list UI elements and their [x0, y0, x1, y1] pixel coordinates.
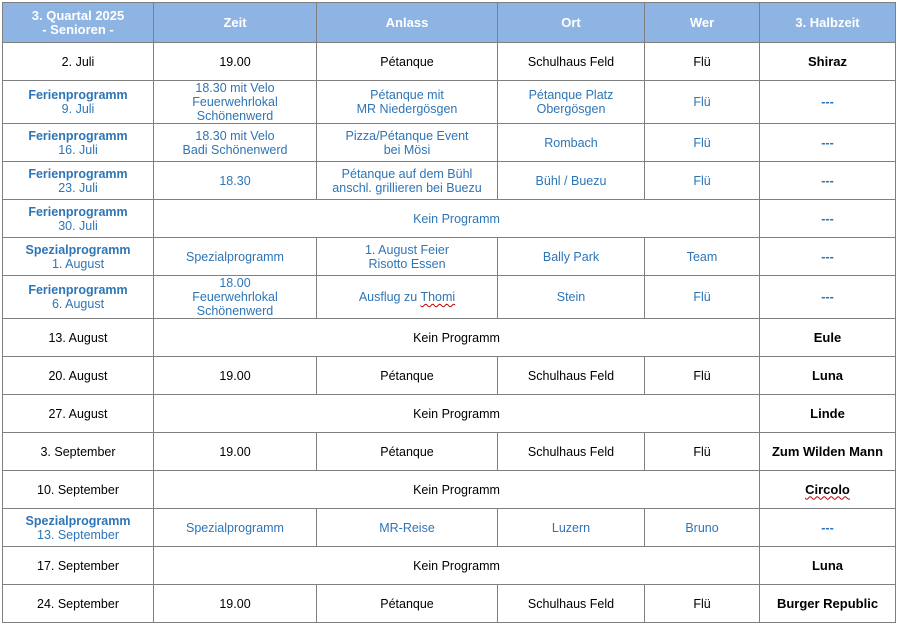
table-row [3, 81, 896, 124]
wer-cell: Flü [645, 81, 760, 124]
halbzeit-cell [760, 471, 896, 509]
anlass-cell: Pétanque auf dem Bühl anschl. grillieren bei Buezu [317, 162, 498, 200]
halbzeit-cell: Shiraz [760, 43, 896, 81]
table-row [3, 43, 896, 81]
wer-cell: Flü [645, 585, 760, 623]
zeit-cell: 19.00 [154, 433, 317, 471]
wer-cell: Flü [645, 433, 760, 471]
date-cell: 17. September [3, 547, 154, 585]
wer-cell: Bruno [645, 509, 760, 547]
no-program-cell: Kein Programm [154, 547, 760, 585]
table-row [3, 357, 896, 395]
program-label: Spezialprogramm [25, 513, 131, 528]
anlass-cell: 1. August Feier Risotto Essen [317, 238, 498, 276]
table-row [3, 238, 896, 276]
header-row [3, 3, 896, 43]
table-row [3, 509, 896, 547]
zeit-cell: 19.00 [154, 43, 317, 81]
anlass-cell: Pizza/Pétanque Event bei Mösi [317, 124, 498, 162]
date-cell: Spezialprogramm 13. September [3, 509, 154, 547]
program-label: Ferienprogramm [28, 166, 128, 181]
zeit-cell: 18.30 mit Velo Feuerwehrlokal Schönenwerd [154, 81, 317, 124]
no-program-cell: Kein Programm [154, 471, 760, 509]
table-row [3, 585, 896, 623]
date-cell: Ferienprogramm 9. Juli [3, 81, 154, 124]
table-row [3, 319, 896, 357]
zeit-cell: 19.00 [154, 585, 317, 623]
zeit-cell: Spezialprogramm [154, 238, 317, 276]
ort-cell: Bühl / Buezu [498, 162, 645, 200]
zeit-cell: Spezialprogramm [154, 509, 317, 547]
wer-cell: Flü [645, 276, 760, 319]
anlass-cell: Pétanque [317, 585, 498, 623]
halbzeit-cell: --- [760, 81, 896, 124]
ort-cell: Schulhaus Feld [498, 433, 645, 471]
program-label: Ferienprogramm [28, 88, 128, 102]
program-label: Ferienprogramm [28, 283, 128, 297]
zeit-cell: 18.30 mit Velo Badi Schönenwerd [154, 124, 317, 162]
ort-cell: Luzern [498, 509, 645, 547]
date-cell: Spezialprogramm 1. August [3, 238, 154, 276]
date-cell: Ferienprogramm 23. Juli [3, 162, 154, 200]
halbzeit-cell: --- [760, 238, 896, 276]
ort-cell: Rombach [498, 124, 645, 162]
table-row [3, 276, 896, 319]
header-quarter: 3. Quartal 2025 - Senioren - [3, 3, 154, 43]
date-cell: 2. Juli [3, 43, 154, 81]
date-cell: Ferienprogramm 30. Juli [3, 200, 154, 238]
date-cell: Ferienprogramm 6. August [3, 276, 154, 319]
header-wer: Wer [645, 3, 760, 43]
wer-cell: Team [645, 238, 760, 276]
halbzeit-cell: Luna [760, 357, 896, 395]
ort-cell: Schulhaus Feld [498, 585, 645, 623]
wer-cell: Flü [645, 124, 760, 162]
no-program-cell: Kein Programm [154, 200, 760, 238]
halbzeit-cell: Linde [760, 395, 896, 433]
table-row [3, 433, 896, 471]
zeit-cell: 18.00 Feuerwehrlokal Schönenwerd [154, 276, 317, 319]
program-label: Spezialprogramm [25, 242, 131, 257]
spellcheck-word: Thomi [420, 290, 456, 304]
date-cell: 13. August [3, 319, 154, 357]
wer-cell: Flü [645, 357, 760, 395]
anlass-cell: Pétanque [317, 43, 498, 81]
header-anlass: Anlass [317, 3, 498, 43]
no-program-cell: Kein Programm [154, 395, 760, 433]
halbzeit-cell: --- [760, 276, 896, 319]
header-halbzeit: 3. Halbzeit [760, 3, 896, 43]
wer-cell: Flü [645, 43, 760, 81]
ort-cell: Stein [498, 276, 645, 319]
anlass-cell: MR-Reise [317, 509, 498, 547]
ort-cell: Bally Park [498, 238, 645, 276]
no-program-cell: Kein Programm [154, 319, 760, 357]
anlass-cell: Pétanque [317, 357, 498, 395]
halbzeit-cell: Burger Republic [760, 585, 896, 623]
ort-cell: Pétanque Platz Obergösgen [498, 81, 645, 124]
table-row [3, 471, 896, 509]
table-row [3, 395, 896, 433]
anlass-cell: Ausflug zu Thomi [317, 276, 498, 319]
zeit-cell: 19.00 [154, 357, 317, 395]
ort-cell: Schulhaus Feld [498, 43, 645, 81]
date-cell: 24. September [3, 585, 154, 623]
table-row [3, 162, 896, 200]
schedule-table [2, 2, 896, 623]
date-cell: 3. September [3, 433, 154, 471]
ort-cell: Schulhaus Feld [498, 357, 645, 395]
program-label: Ferienprogramm [28, 204, 128, 219]
date-cell: 10. September [3, 471, 154, 509]
date-cell: 20. August [3, 357, 154, 395]
spellcheck-word: Circolo [805, 481, 850, 497]
anlass-cell: Pétanque mit MR Niedergösgen [317, 81, 498, 124]
halbzeit-cell: --- [760, 124, 896, 162]
table-row [3, 547, 896, 585]
table-row [3, 200, 896, 238]
halbzeit-cell: Eule [760, 319, 896, 357]
header-ort: Ort [498, 3, 645, 43]
zeit-cell: 18.30 [154, 162, 317, 200]
halbzeit-cell: --- [760, 200, 896, 238]
halbzeit-cell: --- [760, 162, 896, 200]
table-row [3, 124, 896, 162]
date-cell: 27. August [3, 395, 154, 433]
halbzeit-cell: --- [760, 509, 896, 547]
date-cell: Ferienprogramm 16. Juli [3, 124, 154, 162]
header-zeit: Zeit [154, 3, 317, 43]
wer-cell: Flü [645, 162, 760, 200]
halbzeit-cell: Luna [760, 547, 896, 585]
anlass-cell: Pétanque [317, 433, 498, 471]
program-label: Ferienprogramm [28, 128, 128, 143]
halbzeit-cell: Zum Wilden Mann [760, 433, 896, 471]
